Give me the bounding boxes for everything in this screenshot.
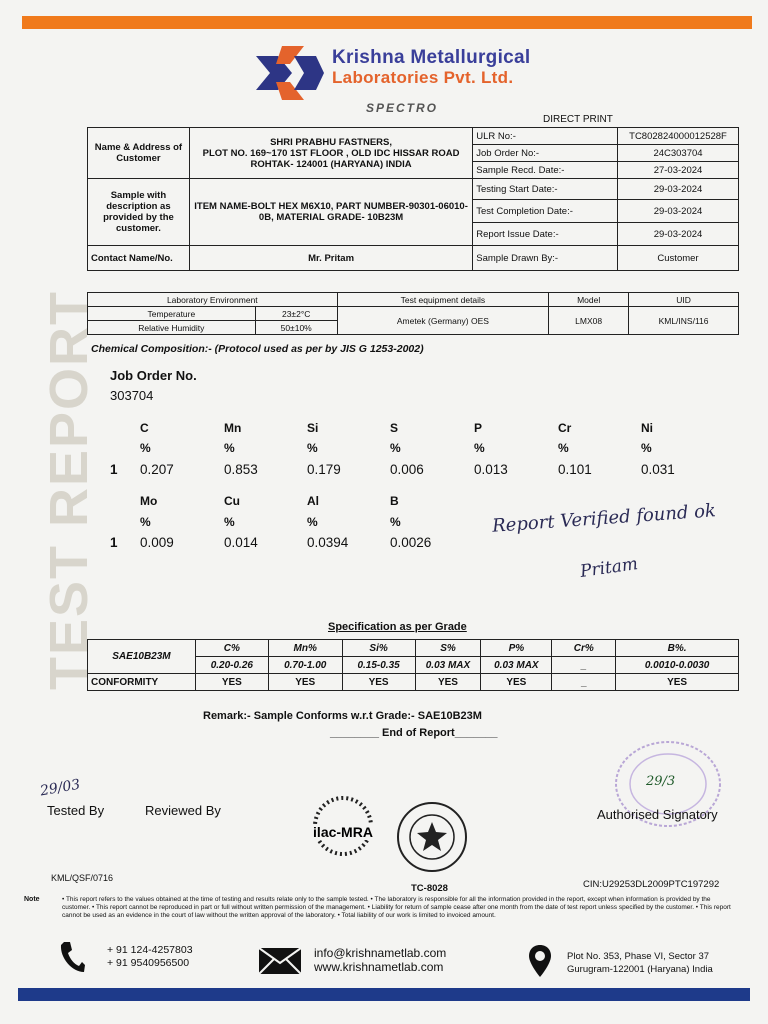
element-b: B [390,494,399,508]
reviewed-by-label: Reviewed By [145,803,221,818]
tc-number: TC-8028 [411,883,448,894]
model-header: Model [549,293,629,307]
top-accent-bar [22,16,752,29]
percent-unit: % [390,515,401,529]
name-address-label: Name & Address of Customer [88,128,190,179]
element-c: C [140,421,149,435]
value-ni: 0.031 [641,462,675,477]
stamp-date: 29/3 [646,774,676,789]
value-mo: 0.009 [140,535,174,550]
report-issue-value: 29-03-2024 [618,223,739,246]
model-value: LMX08 [549,307,629,335]
spec-header-cr: Cr% [552,640,616,657]
job-order-label: Job Order No:- [473,145,618,162]
spec-range-s: 0.03 MAX [415,657,481,674]
percent-unit: % [307,441,318,455]
location-pin-icon [528,944,552,978]
job-order-no-value: 303704 [110,388,154,403]
job-order-value: 24C303704 [618,145,739,162]
conformity-c: YES [195,674,268,691]
verifier-signature: Pritam [578,554,640,582]
testing-start-label: Testing Start Date:- [473,179,618,200]
company-logo-icon [252,42,326,104]
value-c: 0.207 [140,462,174,477]
address-line1: Plot No. 353, Phase VI, Sector 37 [567,951,710,962]
value-al: 0.0394 [307,535,349,550]
company-name-line2: Laboratories Pvt. Ltd. [332,68,514,87]
nabl-logo-icon [395,800,469,874]
spec-header-c: C% [195,640,268,657]
row2-index: 1 [110,535,118,550]
chem-composition-title: Chemical Composition:- (Protocol used as per by JIS G 1253-2002) [91,343,424,355]
tested-by-label: Tested By [47,803,105,818]
conformity-s: YES [415,674,481,691]
ulr-value: TC802824000012528F [618,128,739,145]
end-of-report: ________ End of Report_______ [330,727,498,739]
phone-2[interactable]: + 91 9540956500 [107,957,190,969]
spec-range-b: 0.0010-0.0030 [616,657,739,674]
direct-print-label: DIRECT PRINT [543,114,613,125]
spec-header-b: B%. [616,640,739,657]
customer-info-table [87,127,739,271]
spec-header-mn: Mn% [268,640,342,657]
report-issue-label: Report Issue Date:- [473,223,618,246]
cin-number: CIN:U29253DL2009PTC197292 [583,879,720,890]
spec-header-si: Si% [342,640,415,657]
sample-recd-label: Sample Recd. Date:- [473,162,618,179]
lab-env-header: Laboratory Environment [88,293,338,307]
conformity-label: CONFORMITY [88,674,196,691]
environment-table [87,292,739,335]
row1-index: 1 [110,462,118,477]
sample-drawn-label: Sample Drawn By:- [473,246,618,271]
website-link[interactable]: www.krishnametlab.com [314,960,444,974]
mail-icon [258,947,302,975]
spec-range-si: 0.15-0.35 [342,657,415,674]
sample-desc-label: Sample with description as provided by the customer. [88,179,190,246]
company-name-line1: Krishna Metallurgical [332,47,531,68]
spec-title: Specification as per Grade [328,621,467,633]
customer-address: SHRI PRABHU FASTNERS, PLOT NO. 169~170 1ST FLOOR , OLD IDC HISSAR ROAD ROHTAK- 124001 (HARYANA) INDIA [189,128,472,179]
percent-unit: % [390,441,401,455]
element-si: Si [307,421,319,435]
element-al: Al [307,494,319,508]
value-si: 0.179 [307,462,341,477]
spec-header-s: S% [415,640,481,657]
sample-description: ITEM NAME-BOLT HEX M6X10, PART NUMBER-90301-06010-0B, MATERIAL GRADE- 10B23M [189,179,472,246]
sample-recd-value: 27-03-2024 [618,162,739,179]
verified-note: Report Verified found ok [491,500,717,537]
test-report-watermark: TEST REPORT [39,289,99,690]
note-label: Note [24,896,40,903]
percent-unit: % [474,441,485,455]
humidity-value: 50±10% [255,321,337,335]
test-completion-label: Test Completion Date:- [473,200,618,223]
element-cu: Cu [224,494,240,508]
value-p: 0.013 [474,462,508,477]
conformity-si: YES [342,674,415,691]
test-completion-value: 29-03-2024 [618,200,739,223]
phone-icon [58,940,86,974]
email-link[interactable]: info@krishnametlab.com [314,946,447,960]
element-mn: Mn [224,421,242,435]
percent-unit: % [140,441,151,455]
authorised-signatory: Authorised Signatory [597,807,718,822]
testing-start-value: 29-03-2024 [618,179,739,200]
temperature-value: 23±2°C [255,307,337,321]
value-s: 0.006 [390,462,424,477]
spectro-brand: SPECTRO [366,101,439,115]
element-mo: Mo [140,494,158,508]
percent-unit: % [558,441,569,455]
humidity-label: Relative Humidity [88,321,256,335]
conformity-b: YES [616,674,739,691]
element-p: P [474,421,483,435]
percent-unit: % [307,515,318,529]
spec-range-mn: 0.70-1.00 [268,657,342,674]
bottom-accent-bar [18,988,750,1001]
equipment-value: Ametek (Germany) OES [337,307,549,335]
value-cr: 0.101 [558,462,592,477]
spec-range-cr: _ [552,657,616,674]
value-cu: 0.014 [224,535,258,550]
grade-cell: SAE10B23M [88,640,196,674]
ilac-text: ilac-MRA [313,824,373,840]
conformity-cr: _ [552,674,616,691]
job-order-no-label: Job Order No. [110,368,197,383]
percent-unit: % [140,515,151,529]
contact-label: Contact Name/No. [88,246,190,271]
ilac-mra-logo-icon [300,796,386,860]
element-ni: Ni [641,421,653,435]
conformity-p: YES [481,674,552,691]
remark: Remark:- Sample Conforms w.r.t Grade:- SAE10B23M [203,710,482,722]
ulr-label: ULR No:- [473,128,618,145]
percent-unit: % [224,515,235,529]
equipment-header: Test equipment details [337,293,549,307]
sample-drawn-value: Customer [618,246,739,271]
phone-1[interactable]: + 91 124-4257803 [107,944,193,956]
contact-value: Mr. Pritam [189,246,472,271]
spec-range-c: 0.20-0.26 [195,657,268,674]
percent-unit: % [641,441,652,455]
specification-table [87,639,739,691]
conformity-mn: YES [268,674,342,691]
uid-header: UID [629,293,739,307]
spec-range-p: 0.03 MAX [481,657,552,674]
value-mn: 0.853 [224,462,258,477]
address-line2: Gurugram-122001 (Haryana) India [567,964,713,975]
temperature-label: Temperature [88,307,256,321]
element-cr: Cr [558,421,572,435]
element-s: S [390,421,399,435]
percent-unit: % [224,441,235,455]
spec-header-p: P% [481,640,552,657]
value-b: 0.0026 [390,535,432,550]
tested-by-signature: 29/03 [38,776,82,800]
form-code: KML/QSF/0716 [51,873,114,883]
note-text: • This report refers to the values obtained at the time of testing and results relate only to the sample tested. • The laboratory is responsible for all the information provided in the report, except when information is provided by the customer. • This report cannot be reproduced in part or full without written permission of the management. • Liability for return of sample cease after one month from the date of test report unless specified by the customer. • This report cannot be used as an evidence in the court of law without the written approval of the laboratory. • Total liability of our work is limited to invoiced amount. [62,896,731,919]
uid-value: KML/INS/116 [629,307,739,335]
